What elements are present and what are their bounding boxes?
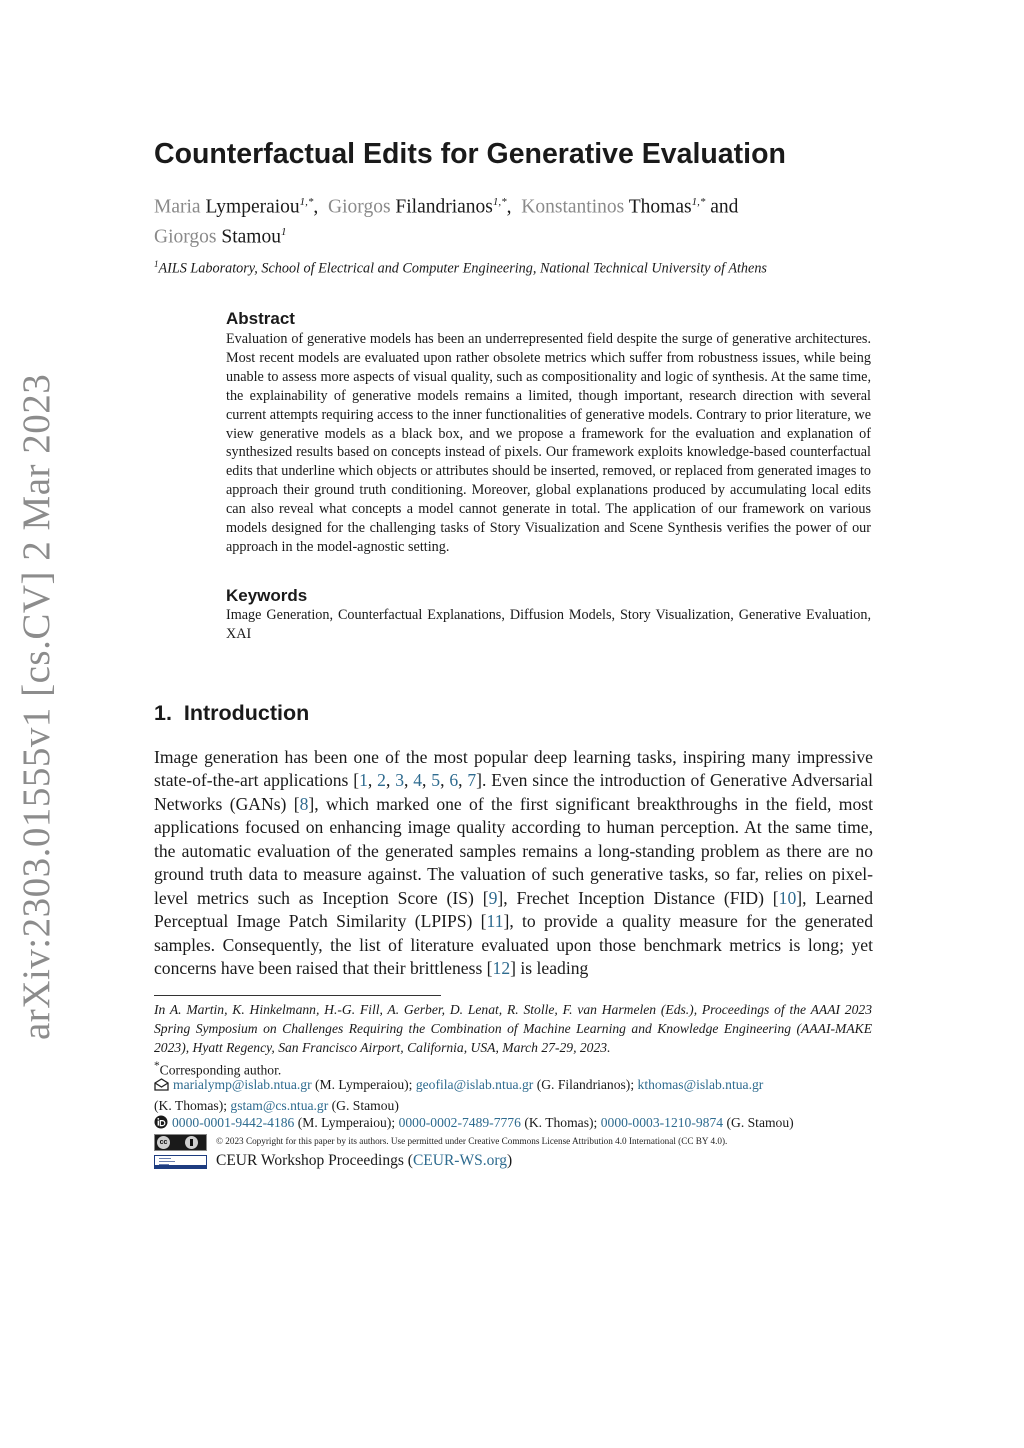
orcid-link[interactable]: 0000-0003-1210-9874 xyxy=(600,1115,724,1130)
ceur-link[interactable]: CEUR-WS.org xyxy=(412,1152,507,1169)
email-link[interactable]: kthomas@islab.ntua.gr xyxy=(637,1077,764,1092)
orcid-owner: (K. Thomas); xyxy=(524,1115,598,1130)
author-given: Konstantinos xyxy=(521,196,625,218)
license-row xyxy=(154,1134,874,1152)
citation-link[interactable]: 12 xyxy=(492,958,511,979)
arxiv-stamp: arXiv:2303.01555v1 [cs.CV] 2 Mar 2023 xyxy=(15,373,58,1040)
author-given: Maria xyxy=(154,196,201,218)
orcid-icon xyxy=(154,1115,168,1135)
orcid-owner: (M. Lymperaiou); xyxy=(297,1115,396,1130)
email-link[interactable]: geofila@islab.ntua.gr xyxy=(415,1077,534,1092)
ceur-close: ) xyxy=(506,1152,513,1169)
email-owner: (G. Filandrianos); xyxy=(536,1077,635,1092)
email-link[interactable]: gstam@cs.ntua.gr xyxy=(230,1097,329,1113)
email-owner: (K. Thomas); xyxy=(154,1097,227,1113)
keywords-heading: Keywords xyxy=(226,586,308,605)
affiliation-sup: 1 xyxy=(154,259,159,269)
ceur-text xyxy=(216,1152,512,1170)
citation-link[interactable]: 2 xyxy=(377,770,386,791)
intro-text: ], Frechet Inception Distance (FID) [ xyxy=(497,887,779,908)
affiliation-text: AILS Laboratory, School of Electrical and Computer Engineering, National Technical University of Athens xyxy=(158,260,767,277)
citation-link[interactable]: 7 xyxy=(467,770,477,791)
citation-link[interactable]: 5 xyxy=(431,770,441,791)
ceur-row xyxy=(154,1152,874,1172)
email-owner: (G. Stamou) xyxy=(331,1097,399,1113)
email-owner: (M. Lymperaiou); xyxy=(315,1077,413,1092)
intro-text: ], to provide a quality measure for the generated samples. Consequently, the list of literature evaluated upon those benchmark metrics is long; yet concerns have been raised that their brittleness [ xyxy=(154,911,873,979)
citation-link[interactable]: 8 xyxy=(299,793,309,814)
citation-link[interactable]: 11 xyxy=(486,911,504,932)
by-person-icon xyxy=(185,1136,198,1149)
intro-text: Image generation has been one of the most popular deep learning tasks, inspiring many impressive state-of-the-art applications [ xyxy=(154,747,873,791)
section-heading xyxy=(154,701,309,726)
footnote-rule xyxy=(154,995,441,996)
orcid-link[interactable]: 0000-0002-7489-7776 xyxy=(398,1115,521,1130)
ceur-label: CEUR Workshop Proceedings ( xyxy=(216,1152,413,1169)
citation-link[interactable]: 1 xyxy=(359,770,368,791)
intro-paragraph: Image generation has been one of the most popular deep learning tasks, inspiring many impressive state-of-the-art applications [1, 2, 3, 4, 5, 6, 7]. Even since the introduction of Generative Adversarial Networks (GANs) [8], which marked one of the first significant breakthroughs in the field, most applications focused on enhancing image quality according to human perception. At the same time, the automatic evaluation of the generated samples remains a long-standing problem as there are no ground truth data to measure against. The valuation of such generative tasks, so far, relies on pixel-level metrics such as Inception Score (IS) [9], Frechet Inception Distance (FID) [10], Learned Perceptual Image Patch Similarity (LPIPS) [11], to provide a quality measure for the generated samples. Consequently, the list of literature evaluated upon those benchmark metrics is long; yet concerns have been raised that their brittleness [12] is leading xyxy=(154,747,874,979)
citation-link[interactable]: 9 xyxy=(488,887,498,908)
footnote-conference: In A. Martin, K. Hinkelmann, H.-G. Fill, A. Gerber, D. Lenat, R. Stolle, F. van Harmelen (Eds.), Proceedings of the AAAI 2023 Spring Symposium on Challenges Requiring the Combination of Machine Learning and Knowledge Engineering (AAAI-MAKE 2023), Hyatt Regency, San Francisco Airport, California, USA, March 27-29, 2023. xyxy=(154,1002,872,1055)
intro-text: ], Learned Perceptual Image Patch Similarity (LPIPS) [ xyxy=(154,887,873,932)
author-family: Lymperaiou xyxy=(205,196,300,218)
corresponding-text: Corresponding author. xyxy=(159,1062,282,1078)
section-title: Introduction xyxy=(183,701,310,725)
author-given: Giorgos xyxy=(328,196,391,218)
author-family: Thomas xyxy=(628,196,692,218)
footnote-emails xyxy=(154,1076,872,1116)
author-given: Giorgos xyxy=(154,226,217,247)
intro-text: ]. Even since the introduction of Generative Adversarial Networks (GANs) [ xyxy=(154,770,874,814)
orcid-link[interactable]: 0000-0001-9442-4186 xyxy=(172,1115,295,1130)
orcid-owner: (G. Stamou) xyxy=(726,1115,794,1130)
author-sup: 1,* xyxy=(492,196,507,208)
intro-text: ] is leading xyxy=(510,958,589,979)
intro-text: ], which marked one of the first significant breakthroughs in the field, most applications focused on enhancing image quality according to human perception. At the same time, the automatic evaluation of the generated samples remains a long-standing problem as there are no ground truth data to measure against. The valuation of such generative tasks, so far, relies on pixel-level metrics such as Inception Score (IS) [ xyxy=(154,793,873,908)
envelope-icon xyxy=(154,1078,169,1097)
citation-link[interactable]: 3 xyxy=(395,770,404,791)
cc-circle: cc xyxy=(157,1136,170,1149)
author-and: and xyxy=(710,196,739,218)
ceur-logo-icon xyxy=(154,1155,207,1169)
abstract-text: Evaluation of generative models has been an underrepresented field despite the surge of generative architectures. Most recent models are evaluated upon rather obsolete metrics which suffer from robustness issues, while being unable to assess more aspects of visual quality, such as compositionality and logic of synthesis. At the same time, the explainability of generative models remains a limited, though important, research direction with several current attempts requiring access to the inner functionalities of generative models. Contrary to prior literature, we view generative models as a black box, and we propose a framework for the evaluation and explanation of synthesized results based on concepts instead of pixels. Our framework exploits knowledge-based counterfactual edits that underline which objects or attributes should be inserted, removed, or replaced from generated images to approach their ground truth conditioning. Moreover, global explanations produced by accumulating local edits can also reveal what concepts a model cannot generate in total. The application of our framework on various models designed for the challenging tasks of Story Visualization and Scene Synthesis verifies the power of our approach in the model-agnostic setting. xyxy=(226,331,871,555)
abstract-heading: Abstract xyxy=(226,309,295,328)
footnote-orcids xyxy=(154,1114,872,1135)
affiliation xyxy=(154,259,874,278)
author-sup: 1,* xyxy=(299,196,314,208)
citation-link[interactable]: 10 xyxy=(778,887,797,908)
author-sup: 1 xyxy=(280,225,287,238)
cc-by-badge-icon xyxy=(154,1134,207,1151)
email-link[interactable]: marialymp@islab.ntua.gr xyxy=(173,1077,312,1092)
keywords-text: Image Generation, Counterfactual Explanations, Diffusion Models, Story Visualization, Generative Evaluation, XAI xyxy=(226,607,871,642)
corresponding-mark: * xyxy=(154,1060,160,1072)
author-family: Stamou xyxy=(221,226,281,247)
copyright-text: © 2023 Copyright for this paper by its authors. Use permitted under Creative Commons License Attribution 4.0 International (CC BY 4.0). xyxy=(216,1136,728,1146)
citation-link[interactable]: 4 xyxy=(413,770,423,791)
author-family: Filandrianos xyxy=(395,196,493,218)
paper-title: Counterfactual Edits for Generative Evaluation xyxy=(154,138,786,170)
author-sup: 1,* xyxy=(691,196,706,208)
author-list: Maria Lymperaiou$^{1,*}$, Giorgos Filandrianos$^{1,*}$, Konstantinos Thomas$^{1,*}$ and Giorgos Stamou$^1$ xyxy=(154,196,739,247)
citation-link[interactable]: 6 xyxy=(449,770,459,791)
section-number: 1. xyxy=(154,701,172,725)
